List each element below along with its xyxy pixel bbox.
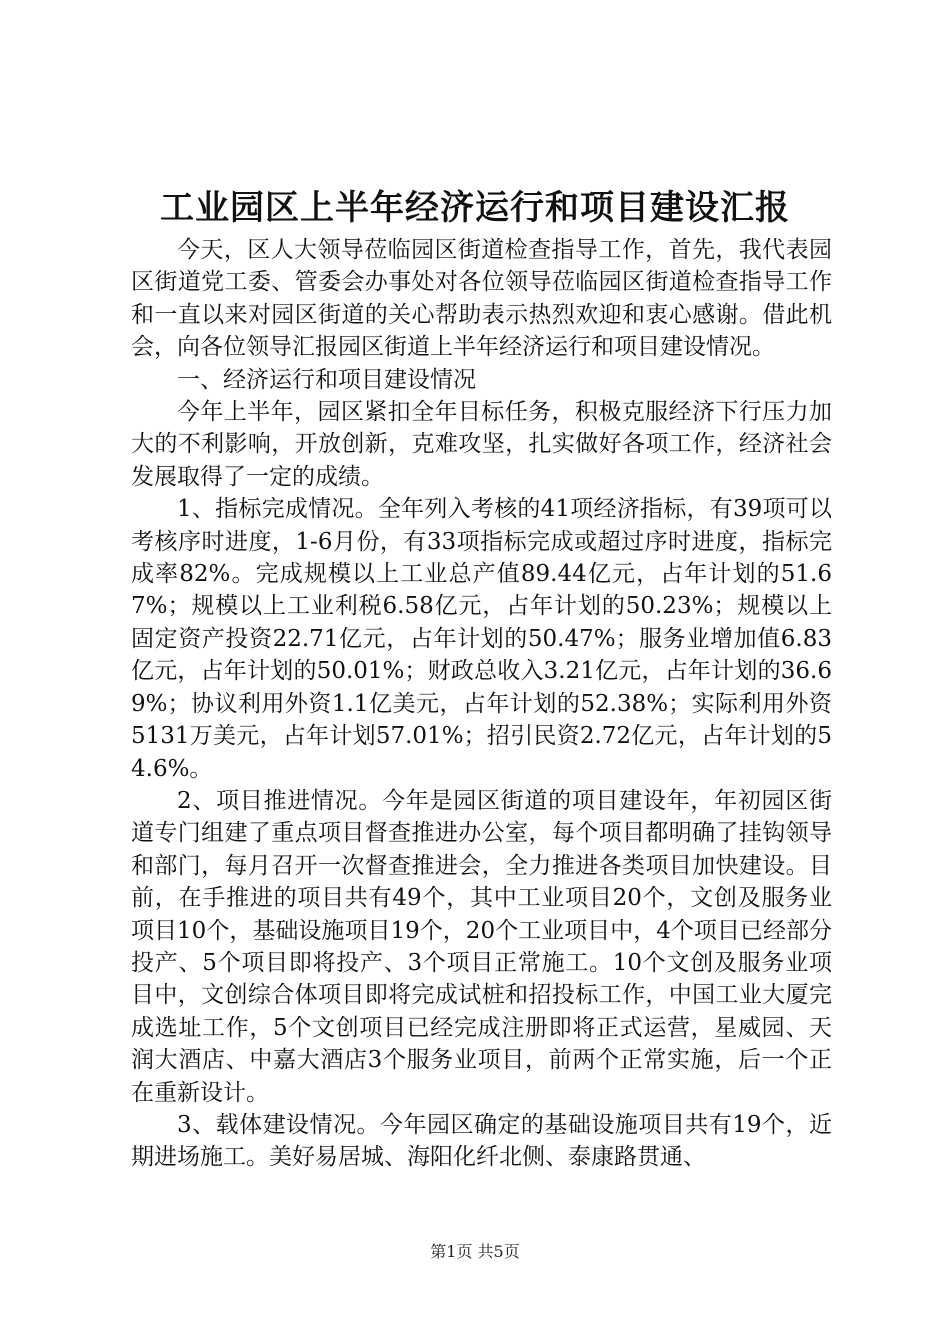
section-heading-1: 一、经济运行和项目建设情况 — [177, 366, 476, 393]
document-body — [131, 234, 832, 1174]
page-number-footer: 第1页 共5页 — [430, 1242, 520, 1261]
paragraph-infrastructure: 3、载体建设情况。今年园区确定的基础设施项目共有19个，近期进场施工。美好易居城、海阳化纤北侧、泰康路贯通、 — [131, 1111, 832, 1171]
paragraph-indicators: 1、指标完成情况。全年列入考核的41项经济指标，有39项可以考核序时进度，1-6月份，有33项指标完成或超过序时进度，指标完成率82%。完成规模以上工业总产值89.44亿元，占年计划的51.67%；规模以上工业利税6.58亿元，占年计划的50.23%；规模以上固定资产投资22.71亿元，占年计划的50.47%；服务业增加值6.83亿元，占年计划的50.01%；财政总收入3.21亿元，占年计划的36.69%；协议利用外资1.1亿美元，占年计划的52.38%；实际利用外资5131万美元，占年计划57.01%；招引民资2.72亿元，占年计划的54.6%。 — [131, 496, 832, 782]
paragraph-projects: 2、项目推进情况。今年是园区街道的项目建设年，年初园区街道专门组建了重点项目督查推进办公室，每个项目都明确了挂钩领导和部门，每月召开一次督查推进会，全力推进各类项目加快建设。目前，在手推进的项目共有49个，其中工业项目20个，文创及服务业项目10个，基础设施项目19个，20个工业项目中，4个项目已经部分投产、5个项目即将投产、3个项目正常施工。10个文创及服务业项目中，文创综合体项目即将完成试桩和招投标工作，中国工业大厦完成选址工作，5个文创项目已经完成注册即将正式运营，星威园、天润大酒店、中嘉大酒店3个服务业项目，前两个正常实施，后一个正在重新设计。 — [131, 787, 832, 1106]
paragraph-intro: 今天，区人大领导莅临园区街道检查指导工作，首先，我代表园区街道党工委、管委会办事处对各位领导莅临园区街道检查指导工作和一直以来对园区街道的关心帮助表示热烈欢迎和衷心感谢。借此机会，向各位领导汇报园区街道上半年经济运行和项目建设情况。 — [131, 237, 832, 361]
paragraph-overview: 今年上半年，园区紧扣全年目标任务，积极克服经济下行压力加大的不利影响，开放创新，克难攻坚，扎实做好各项工作，经济社会发展取得了一定的成绩。 — [131, 399, 832, 490]
document-title: 工业园区上半年经济运行和项目建设汇报 — [160, 188, 790, 228]
